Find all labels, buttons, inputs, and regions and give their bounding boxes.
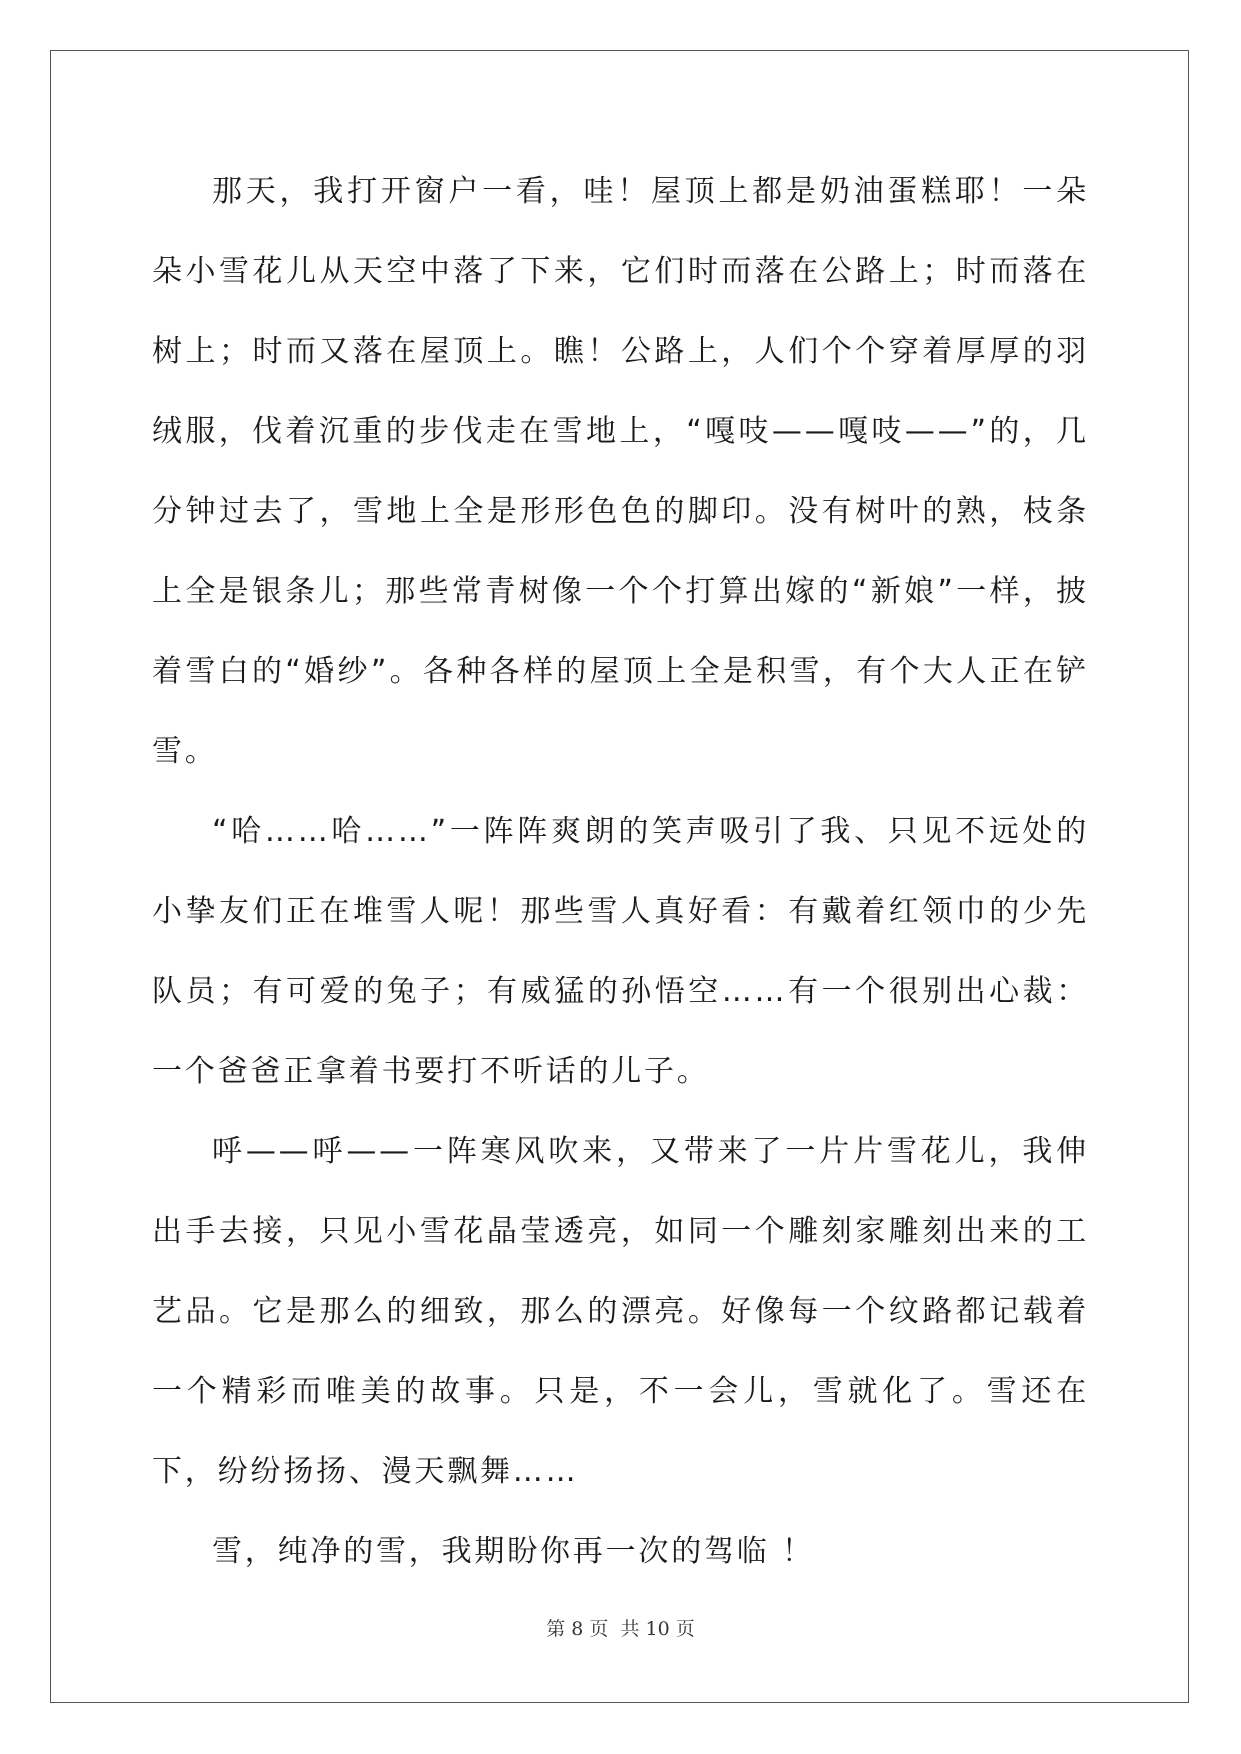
paragraph-1: 那天，我打开窗户一看，哇！屋顶上都是奶油蛋糕耶！一朵朵小雪花儿从天空中落了下来，它们时而落在公路上；时而落在树上；时而又落在屋顶上。瞧！公路上，人们个个穿着厚厚的羽绒服，伐着沉重的步伐走在雪地上，“嘎吱——嘎吱——”的，几分钟过去了，雪地上全是形形色色的脚印。没有树叶的熟，枝条上全是银条儿；那些常青树像一个个打算出嫁的“新娘”一样，披着雪白的“婚纱”。各种各样的屋顶上全是积雪，有个大人正在铲雪。 (152, 174, 1089, 769)
paragraph-4: 雪，纯净的雪，我期盼你再一次的驾临 ！ (212, 1534, 815, 1569)
paragraph-2: “哈……哈……”一阵阵爽朗的笑声吸引了我、只见不远处的小挚友们正在堆雪人呢！那些雪人真好看：有戴着红领巾的少先队员；有可爱的兔子；有威猛的孙悟空……有一个很别出心裁：一个爸爸正拿着书要打不听话的儿子。 (152, 814, 1089, 1089)
paragraph-3: 呼——呼——一阵寒风吹来，又带来了一片片雪花儿，我伸出手去接，只见小雪花晶莹透亮，如同一个雕刻家雕刻出来的工艺品。它是那么的细致，那么的漂亮。好像每一个纹路都记载着一个精彩而唯美的故事。只是，不一会儿，雪就化了。雪还在下，纷纷扬扬、漫天飘舞…… (152, 1134, 1089, 1489)
page-number-footer: 第 8 页 共 10 页 (546, 1618, 695, 1640)
document-body (152, 152, 1089, 1592)
